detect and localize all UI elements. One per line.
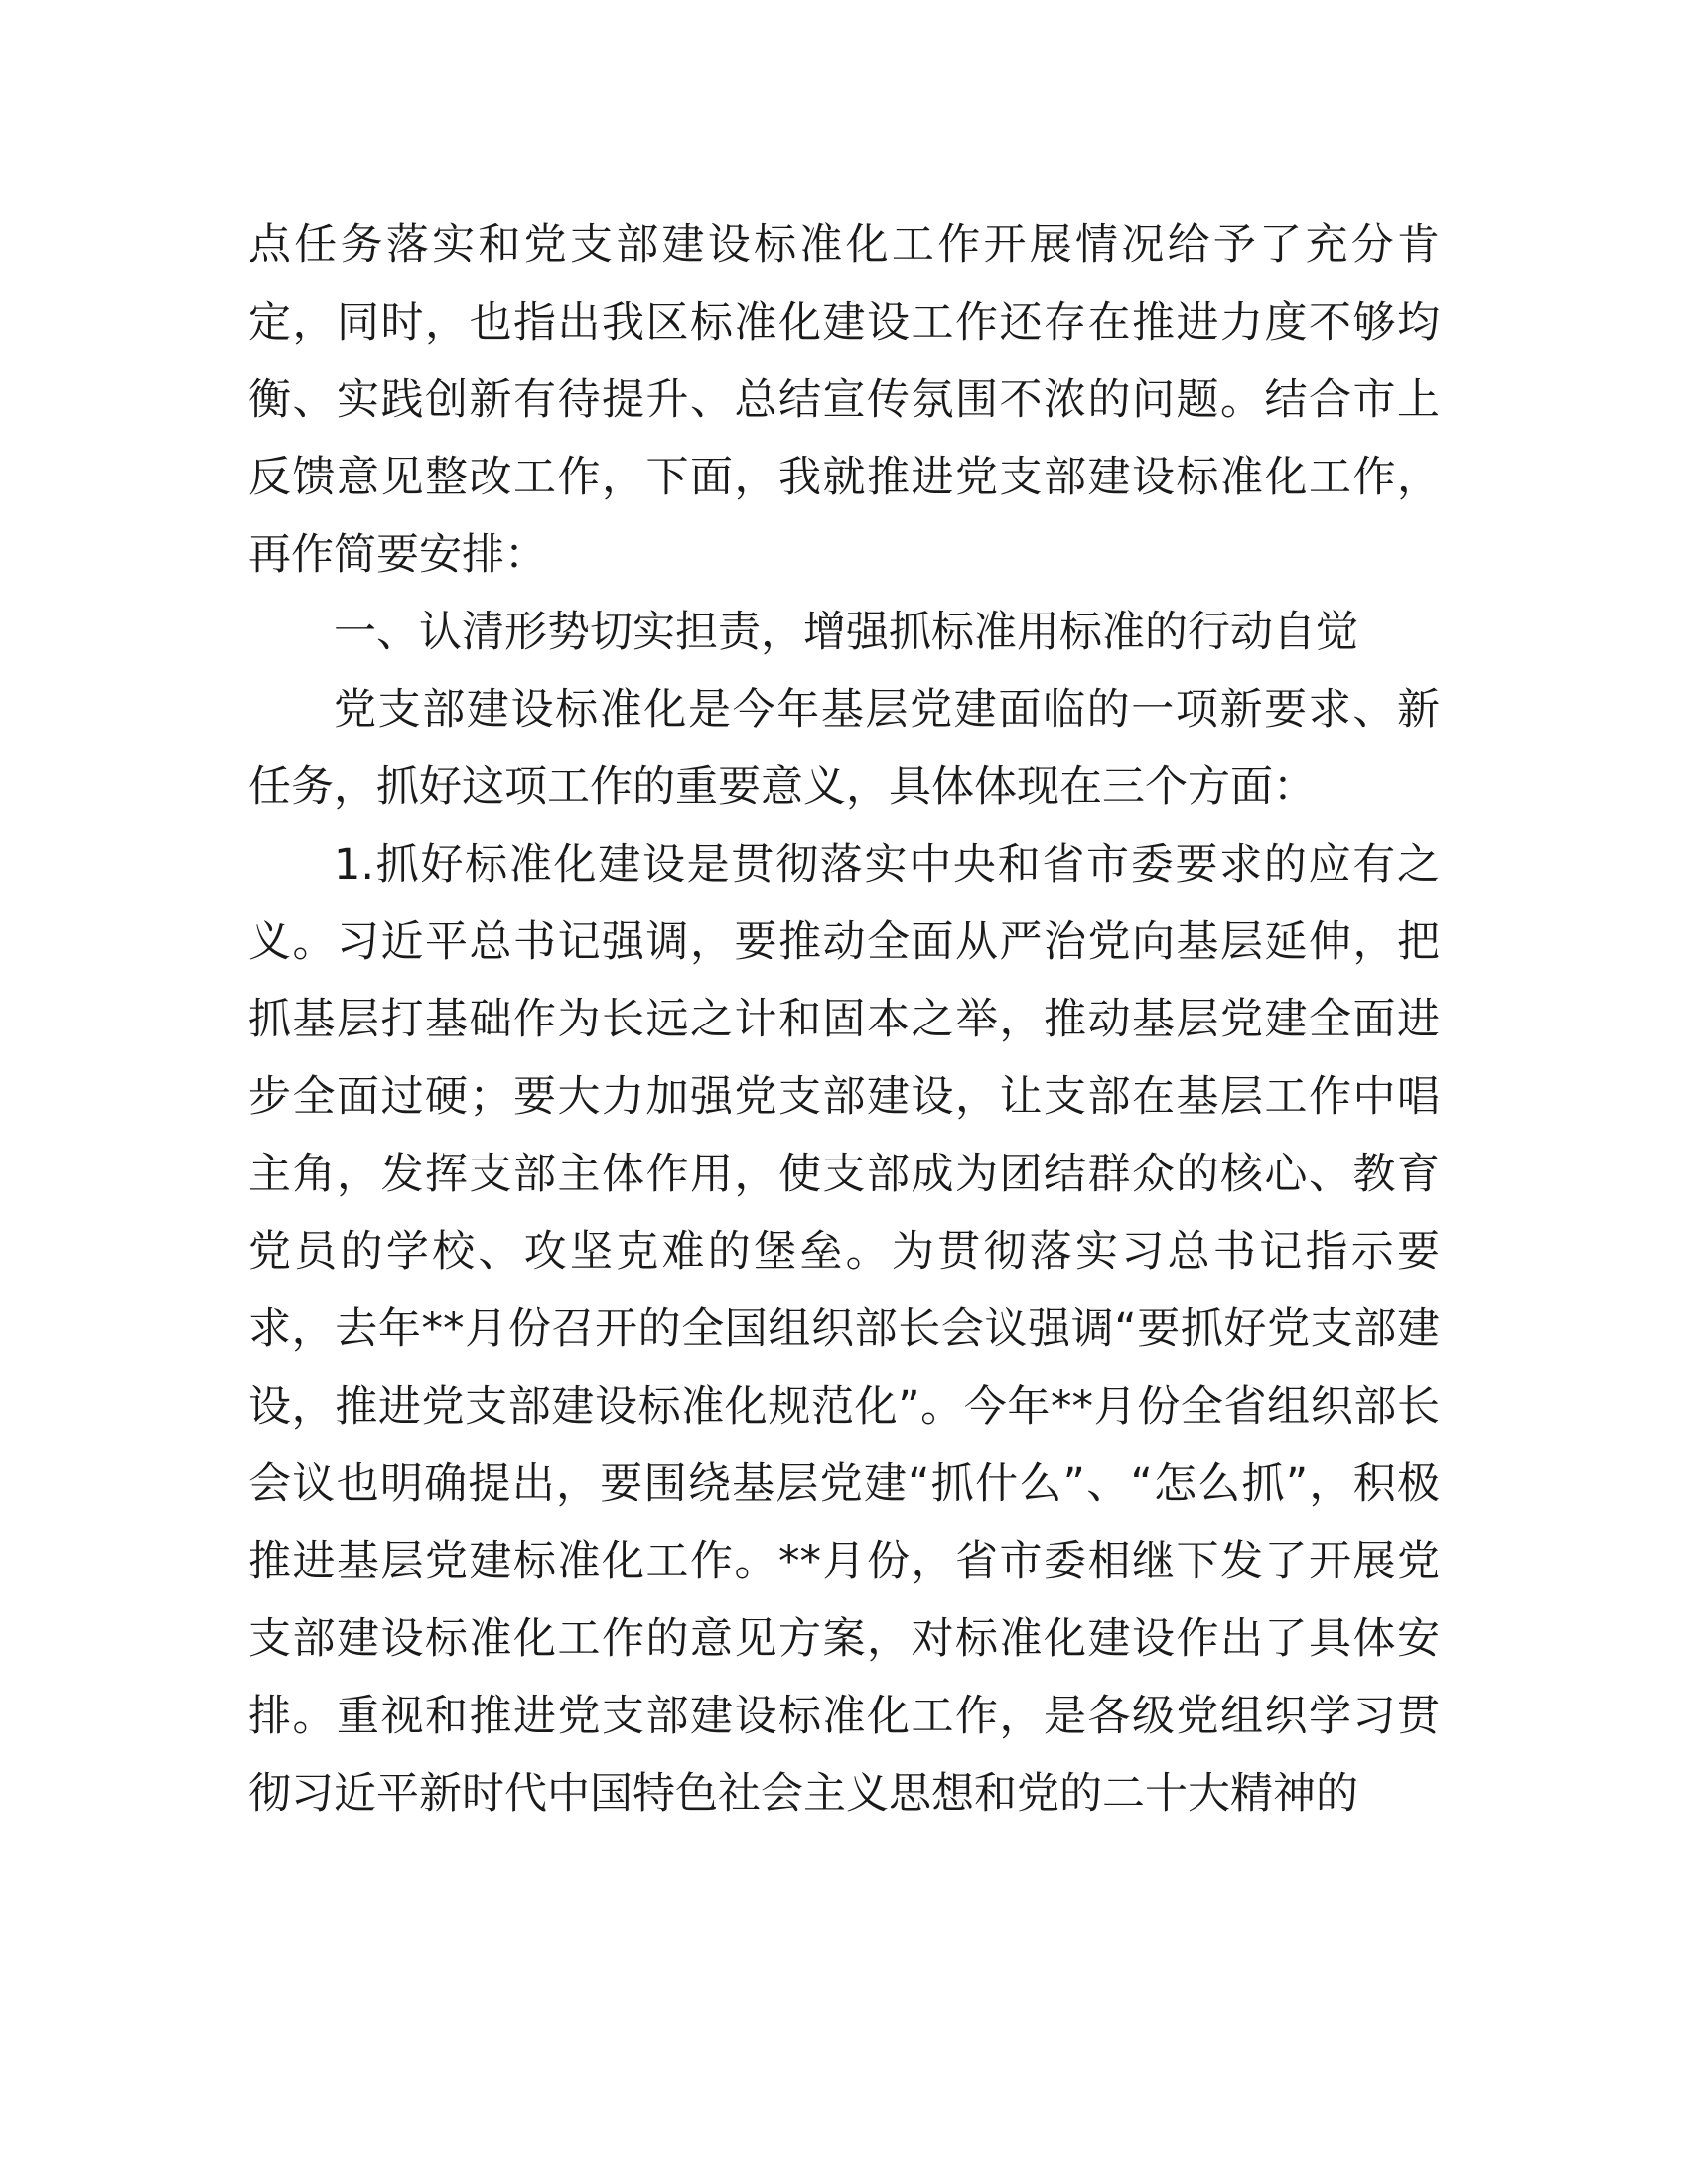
section-heading-1: 一、认清形势切实担责，增强抓标准用标准的行动自觉 [334, 608, 1358, 657]
paragraph-intro: 点任务落实和党支部建设标准化工作开展情况给予了充分肯定，同时，也指出我区标准化建设工作还存在推进力度不够均衡、实践创新有待提升、总结宣传氛围不浓的问题。结合市上反馈意见整改工作，下面，我就推进党支部建设标准化工作，再作简要安排： [248, 220, 1440, 580]
document-page [248, 206, 1440, 1833]
paragraph-point-1: 1.抓好标准化建设是贯彻落实中央和省市委要求的应有之义。习近平总书记强调，要推动全面从严治党向基层延伸，把抓基层打基础作为长远之计和固本之举，推动基层党建全面进步全面过硬；要大力加强党支部建设，让支部在基层工作中唱主角，发挥支部主体作用，使支部成为团结群众的核心、教育党员的学校、攻坚克难的堡垒。为贯彻落实习总书记指示要求，去年**月份召开的全国组织部长会议强调“要抓好党支部建设，推进党支部建设标准化规范化”。今年**月份全省组织部长会议也明确提出，要围绕基层党建“抓什么”、“怎么抓”，积极推进基层党建标准化工作。**月份，省市委相继下发了开展党支部建设标准化工作的意见方案，对标准化建设作出了具体安排。重视和推进党支部建设标准化工作，是各级党组织学习贯彻习近平新时代中国特色社会主义思想和党的二十大精神的 [248, 840, 1440, 1819]
paragraph-significance: 党支部建设标准化是今年基层党建面临的一项新要求、新任务，抓好这项工作的重要意义，具体体现在三个方面： [248, 685, 1440, 812]
